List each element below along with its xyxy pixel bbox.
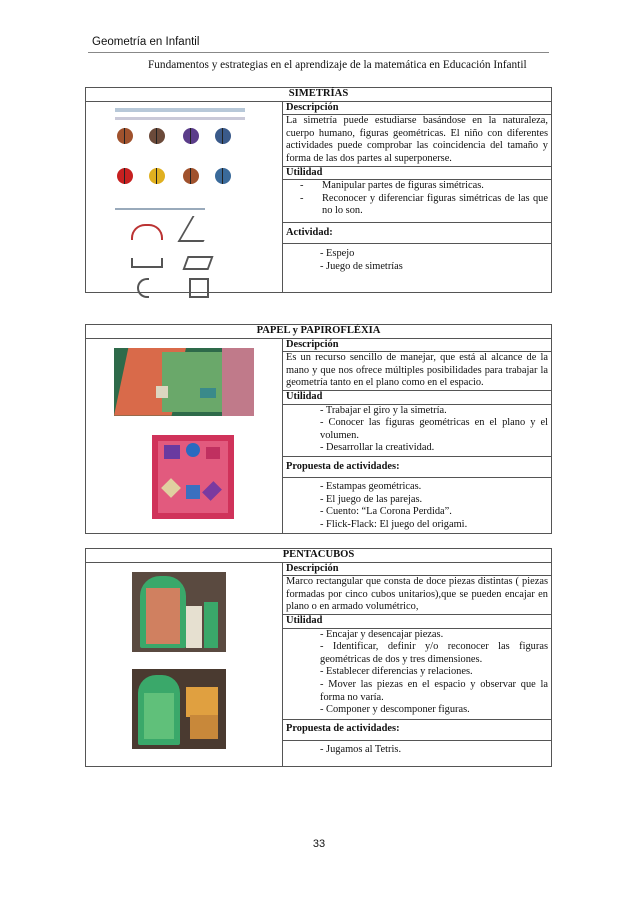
- page-number: 33: [312, 838, 326, 850]
- header-rule: [88, 52, 549, 53]
- section-title: PENTACUBOS: [86, 549, 552, 563]
- list-item: - Flick-Flack: El juego del origami.: [320, 518, 468, 530]
- list-item: - Identificar, definir y/o reconocer las figuras geométricas de dos y tres dimensiones.: [320, 641, 548, 665]
- list-item: - Mover las piezas en el espacio y observar que la forma no varía.: [320, 678, 548, 703]
- list-item: - Estampas geométricas.: [320, 480, 422, 492]
- list-item: - Manipular partes de figuras simétricas.: [286, 180, 548, 193]
- utilidad-list: [286, 180, 548, 218]
- list-item: - Trabajar el giro y la simetría.: [320, 404, 447, 416]
- utilidad-label: Utilidad: [283, 390, 552, 404]
- pentacubos-table: [85, 548, 552, 767]
- actividad-label: Actividad:: [283, 222, 552, 243]
- colored-paper-photo: [114, 348, 254, 416]
- utilidad-label: Utilidad: [283, 614, 552, 628]
- section-title: PAPEL y PAPIROFLÉXIA: [86, 325, 552, 339]
- header-title: Geometría en Infantil: [92, 36, 200, 48]
- list-item: - Juego de simetrías: [320, 260, 403, 272]
- papiroflexia-table: [85, 324, 552, 534]
- list-item: - El juego de las parejas.: [320, 493, 423, 505]
- list-item: - Establecer diferencias y relaciones.: [320, 666, 473, 678]
- list-item: - Desarrollar la creatividad.: [320, 442, 435, 454]
- pentacubos-frame-photo: [132, 572, 226, 652]
- descripcion-text: Marco rectangular que consta de doce piezas distintas ( piezas formadas por cinco cubos unitarios),que se pueden encajar en plano o en armado volumétrico,: [283, 576, 552, 615]
- list-item: - Conocer las figuras geométricas en el plano y el volumen.: [320, 417, 548, 441]
- header-subtitle: Fundamentos y estrategias en el aprendizaje de la matemática en Educación Infantil: [148, 59, 527, 71]
- origami-board-photo: [152, 435, 234, 519]
- list-item: - Encajar y desencajar piezas.: [320, 628, 444, 640]
- list-item: - Componer y descomponer figuras.: [320, 704, 470, 716]
- list-item: - Espejo: [320, 247, 355, 259]
- ladybug-symmetry-worksheet-image: [111, 108, 251, 298]
- papiroflexia-image-cell: [86, 338, 283, 534]
- actividad-label: Propuesta de actividades:: [283, 456, 552, 477]
- pentacubos-image-cell: [86, 562, 283, 766]
- simetrias-image-cell: [86, 101, 283, 292]
- pentacubos-3d-photo: [132, 669, 226, 749]
- section-title: SIMETRÍAS: [86, 88, 552, 102]
- utilidad-label: Utilidad: [283, 166, 552, 180]
- list-item: - Jugamos al Tetris.: [320, 743, 402, 755]
- list-item: - Reconocer y diferenciar figuras simétricas de las que no lo son.: [286, 193, 548, 218]
- descripcion-text: Es un recurso sencillo de manejar, que está al alcance de la mano y que nos ofrece múltiples posibilidades para trabajar la geometría tanto en el plano como en el espacio.: [283, 352, 552, 391]
- list-item: - Cuento: “La Corona Perdida”.: [320, 506, 452, 518]
- actividad-label: Propuesta de actividades:: [283, 719, 552, 740]
- descripcion-text: La simetría puede estudiarse basándose en la naturaleza, cuerpo humano, figuras geométricas. El niño con diferentes actividades puede comprobar las coincidencia del tamaño y forma de las dos partes al superponerse.: [283, 115, 552, 166]
- descripcion-label: Descripción: [283, 338, 552, 352]
- descripcion-label: Descripción: [283, 101, 552, 115]
- descripcion-label: Descripción: [283, 562, 552, 576]
- simetrias-table: [85, 87, 552, 293]
